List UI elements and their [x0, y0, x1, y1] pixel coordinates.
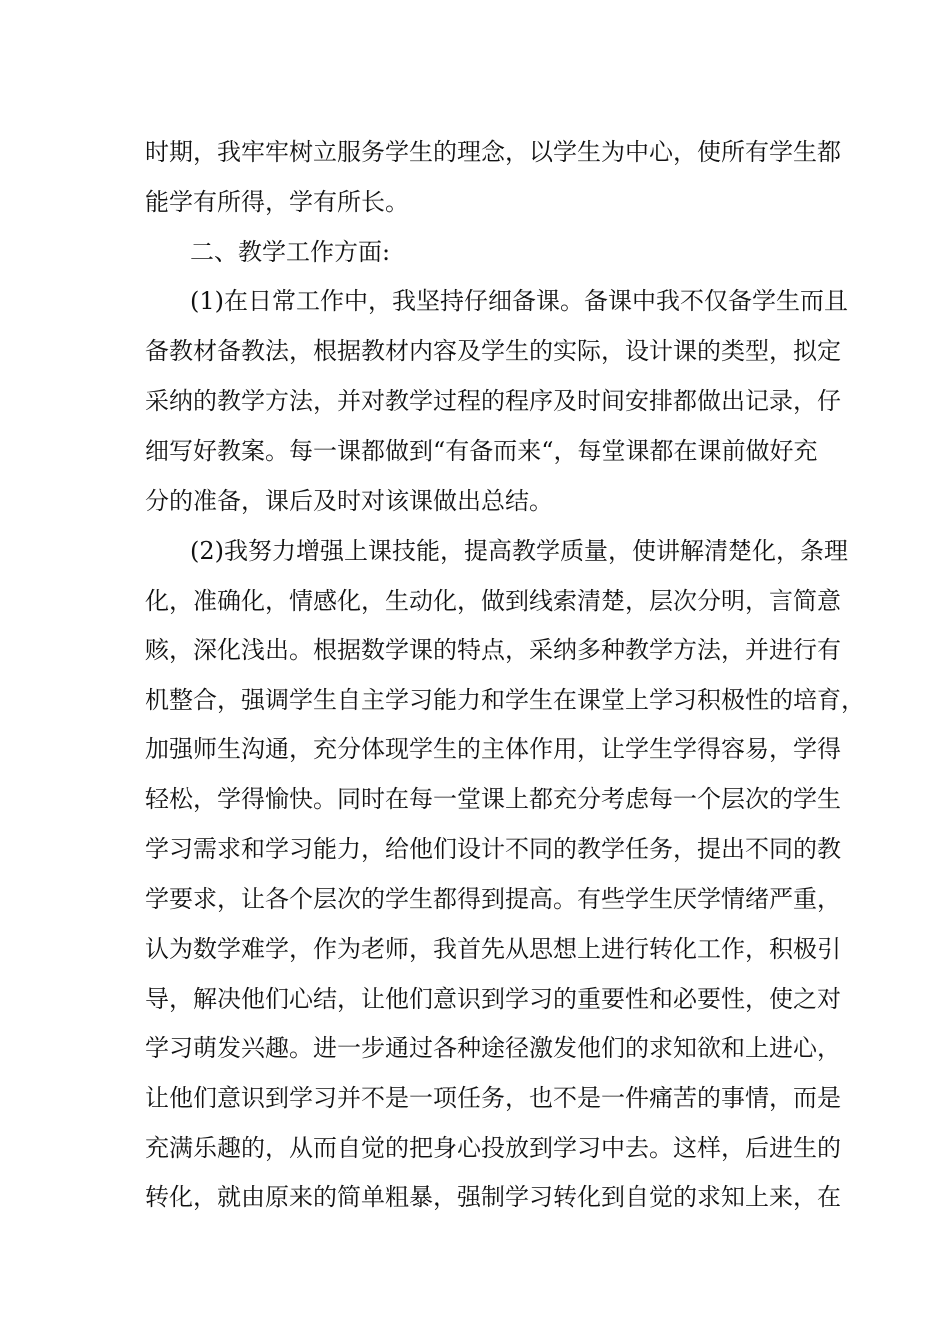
text-line: 备教材备教法，根据教材内容及学生的实际，设计课的类型，拟定 [145, 337, 841, 365]
text-line: 让他们意识到学习并不是一项任务，也不是一件痛苦的事情，而是 [145, 1084, 841, 1112]
text-line: 能学有所得，学有所长。 [145, 188, 409, 216]
text-line: (1)在日常工作中，我坚持仔细备课。备课中我不仅备学生而且 [190, 287, 848, 315]
text-line: 认为数学难学，作为老师，我首先从思想上进行转化工作，积极引 [145, 935, 841, 963]
text-line: 机整合，强调学生自主学习能力和学生在课堂上学习积极性的培育， [145, 686, 865, 714]
text-line: 赅，深化浅出。根据数学课的特点，采纳多种教学方法，并进行有 [145, 636, 841, 664]
text-line: 导，解决他们心结，让他们意识到学习的重要性和必要性，使之对 [145, 985, 841, 1013]
text-line: 细写好教案。每一课都做到“有备而来“，每堂课都在课前做好充 [145, 437, 818, 465]
text-line: 轻松，学得愉快。同时在每一堂课上都充分考虑每一个层次的学生 [145, 785, 841, 813]
text-line: 采纳的教学方法，并对教学过程的程序及时间安排都做出记录，仔 [145, 387, 841, 415]
text-line: 转化，就由原来的简单粗暴，强制学习转化到自觉的求知上来，在 [145, 1183, 841, 1211]
text-line: 分的准备，课后及时对该课做出总结。 [145, 487, 553, 515]
text-line: 加强师生沟通，充分体现学生的主体作用，让学生学得容易，学得 [145, 735, 841, 763]
text-line: 充满乐趣的，从而自觉的把身心投放到学习中去。这样，后进生的 [145, 1134, 841, 1162]
text-line: 学习萌发兴趣。进一步通过各种途径激发他们的求知欲和上进心， [145, 1034, 841, 1062]
section-heading: 二、教学工作方面: [190, 238, 391, 266]
text-line: 时期，我牢牢树立服务学生的理念，以学生为中心，使所有学生都 [145, 138, 841, 166]
text-line: 学习需求和学习能力，给他们设计不同的教学任务，提出不同的教 [145, 835, 841, 863]
text-line: (2)我努力增强上课技能，提高教学质量，使讲解清楚化，条理 [190, 537, 848, 565]
text-line: 化，准确化，情感化，生动化，做到线索清楚，层次分明，言简意 [145, 587, 841, 615]
text-line: 学要求，让各个层次的学生都得到提高。有些学生厌学情绪严重， [145, 885, 841, 913]
